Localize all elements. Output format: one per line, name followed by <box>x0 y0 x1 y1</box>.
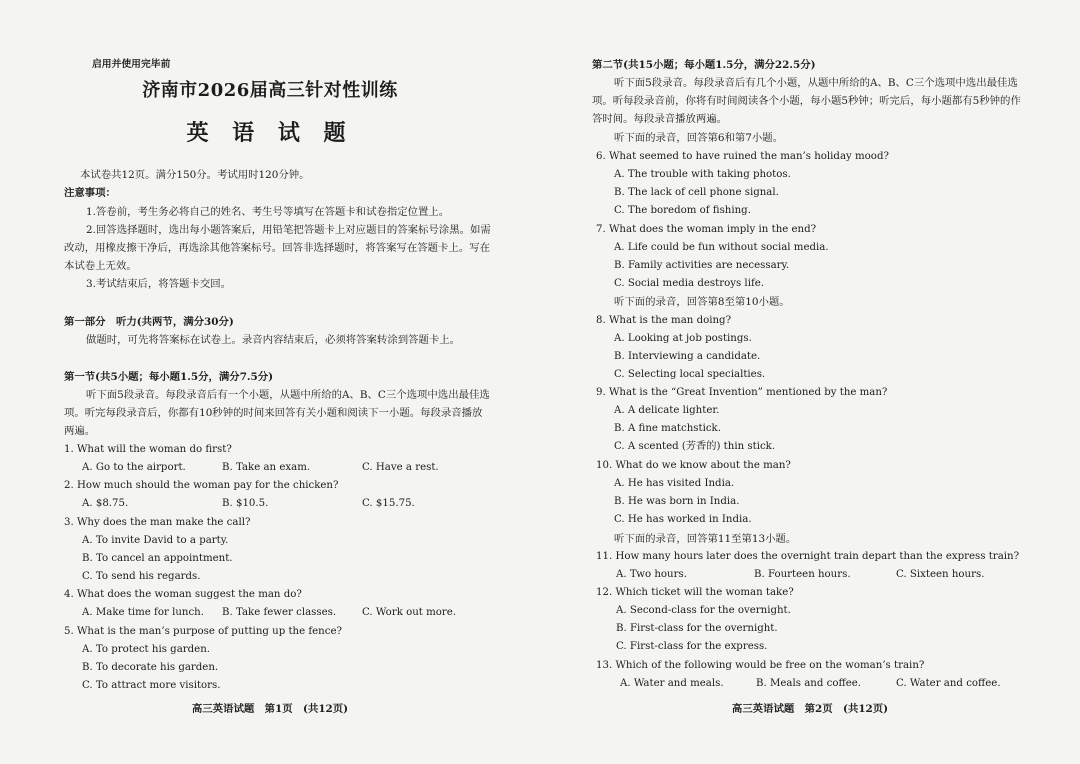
question-5: 5. What is the man’s purpose of putting up the fence? <box>64 626 342 637</box>
exam-page-2 <box>540 0 1080 764</box>
q2-option-b: B. $10.5. <box>222 498 269 509</box>
q1-option-c: C. Have a rest. <box>362 462 439 473</box>
part-1-heading: 第一部分 听力(共两节，满分30分) <box>64 316 234 328</box>
q13-option-c: C. Water and coffee. <box>896 678 1001 689</box>
q3-option-c: C. To send his regards. <box>82 571 201 582</box>
page-footer-1: 高三英语试题 第1页 (共12页) <box>191 703 349 715</box>
notice-item-1: 1.答卷前，考生务必将自己的姓名、考生号等填写在答题卡和试卷指定位置上。 <box>86 206 450 218</box>
section-2-desc: 听下面5段录音。每段录音后有几个小题，从题中所给的A、B、C三个选项中选出最佳选 <box>614 77 1018 89</box>
q4-option-a: A. Make time for lunch. <box>82 607 204 618</box>
q6-option-b: B. The lack of cell phone signal. <box>614 187 779 198</box>
q7-option-a: A. Life could be fun without social media. <box>614 242 829 253</box>
notice-item-2: 2.回答选择题时，选出每小题答案后，用铅笔把答题卡上对应题目的答案标号涂黑。如需 <box>86 224 491 236</box>
q11-option-a: A. Two hours. <box>616 569 687 580</box>
question-11: 11. How many hours later does the overnight train depart than the express train? <box>596 551 1020 562</box>
instruction-q8-10: 听下面的录音，回答第8至第10小题。 <box>614 296 790 308</box>
section-2-heading: 第二节(共15小题；每小题1.5分，满分22.5分) <box>592 59 816 71</box>
question-13: 13. Which of the following would be free on the woman’s train? <box>596 660 925 671</box>
q9-option-c: C. A scented (芳香的) thin stick. <box>614 441 776 452</box>
q7-option-b: B. Family activities are necessary. <box>614 260 790 271</box>
section-1-desc-end: 两遍。 <box>64 425 96 437</box>
q12-option-a: A. Second-class for the overnight. <box>616 605 791 616</box>
q8-option-a: A. Looking at job postings. <box>614 333 752 344</box>
q5-option-b: B. To decorate his garden. <box>82 662 219 673</box>
q12-option-c: C. First-class for the express. <box>616 641 768 652</box>
q4-option-c: C. Work out more. <box>362 607 457 618</box>
q9-option-b: B. A fine matchstick. <box>614 423 721 434</box>
q10-option-b: B. He was born in India. <box>614 496 740 507</box>
q11-option-c: C. Sixteen hours. <box>896 569 985 580</box>
q11-option-b: B. Fourteen hours. <box>754 569 851 580</box>
q13-option-a: A. Water and meals. <box>620 678 724 689</box>
q2-option-a: A. $8.75. <box>82 498 129 509</box>
q2-option-c: C. $15.75. <box>362 498 415 509</box>
q13-option-b: B. Meals and coffee. <box>756 678 861 689</box>
question-7: 7. What does the woman imply in the end? <box>596 224 817 235</box>
section-2-desc-cont: 项。听每段录音前，你将有时间阅读各个小题，每小题5秒钟；听完后，每小题都有5秒钟的作 <box>592 95 1021 107</box>
section-1-desc: 听下面5段录音。每段录音后有一个小题，从题中所给的A、B、C三个选项中选出最佳选 <box>86 389 490 401</box>
q7-option-c: C. Social media destroys life. <box>614 278 764 289</box>
notice-heading: 注意事项： <box>64 187 116 199</box>
q5-option-c: C. To attract more visitors. <box>82 680 221 691</box>
notice-item-2-cont: 改动，用橡皮擦干净后，再选涂其他答案标号。回答非选择题时，将答案写在答题卡上。写在 <box>64 242 491 254</box>
question-3: 3. Why does the man make the call? <box>64 517 251 528</box>
q9-option-a: A. A delicate lighter. <box>614 405 720 416</box>
notice-item-2-end: 本试卷上无效。 <box>64 260 137 272</box>
section-1-heading: 第一节(共5小题；每小题1.5分，满分7.5分) <box>64 371 274 383</box>
q5-option-a: A. To protect his garden. <box>82 644 210 655</box>
section-1-desc-cont: 项。听完每段录音后，你都有10秒钟的时间来回答有关小题和阅读下一小题。每段录音播放 <box>64 407 483 419</box>
instruction-q6-7: 听下面的录音，回答第6和第7小题。 <box>614 132 784 144</box>
q8-option-b: B. Interviewing a candidate. <box>614 351 761 362</box>
exam-intro: 本试卷共12页。满分150分。考试用时120分钟。 <box>80 169 310 181</box>
question-6: 6. What seemed to have ruined the man’s holiday mood? <box>596 151 889 162</box>
q6-option-a: A. The trouble with taking photos. <box>614 169 791 180</box>
q1-option-a: A. Go to the airport. <box>82 462 186 473</box>
page-footer-2: 高三英语试题 第2页 (共12页) <box>731 703 889 715</box>
section-2-desc-end: 答时间。每段录音播放两遍。 <box>592 113 728 125</box>
question-2: 2. How much should the woman pay for the chicken? <box>64 480 339 491</box>
question-4: 4. What does the woman suggest the man do? <box>64 589 302 600</box>
q4-option-b: B. Take fewer classes. <box>222 607 337 618</box>
exam-title: 济南市2026届高三针对性训练 <box>142 80 398 101</box>
instruction-q11-13: 听下面的录音，回答第11至第13小题。 <box>614 533 797 545</box>
question-12: 12. Which ticket will the woman take? <box>596 587 794 598</box>
confidential-label: 启用并使用完毕前 <box>92 59 171 70</box>
question-1: 1. What will the woman do first? <box>64 444 232 455</box>
notice-item-3: 3.考试结束后，将答题卡交回。 <box>86 278 231 290</box>
q3-option-b: B. To cancel an appointment. <box>82 553 233 564</box>
part-1-instructions: 做题时，可先将答案标在试卷上。录音内容结束后，必须将答案转涂到答题卡上。 <box>86 334 461 346</box>
q6-option-c: C. The boredom of fishing. <box>614 205 751 216</box>
q10-option-a: A. He has visited India. <box>614 478 735 489</box>
question-8: 8. What is the man doing? <box>596 315 732 326</box>
q8-option-c: C. Selecting local specialties. <box>614 369 766 380</box>
q3-option-a: A. To invite David to a party. <box>82 535 229 546</box>
q10-option-c: C. He has worked in India. <box>614 514 752 525</box>
q12-option-b: B. First-class for the overnight. <box>616 623 778 634</box>
question-10: 10. What do we know about the man? <box>596 460 791 471</box>
q1-option-b: B. Take an exam. <box>222 462 311 473</box>
subject-title: 英 语 试 题 <box>186 120 354 146</box>
question-9: 9. What is the “Great Invention” mentioned by the man? <box>596 387 888 398</box>
